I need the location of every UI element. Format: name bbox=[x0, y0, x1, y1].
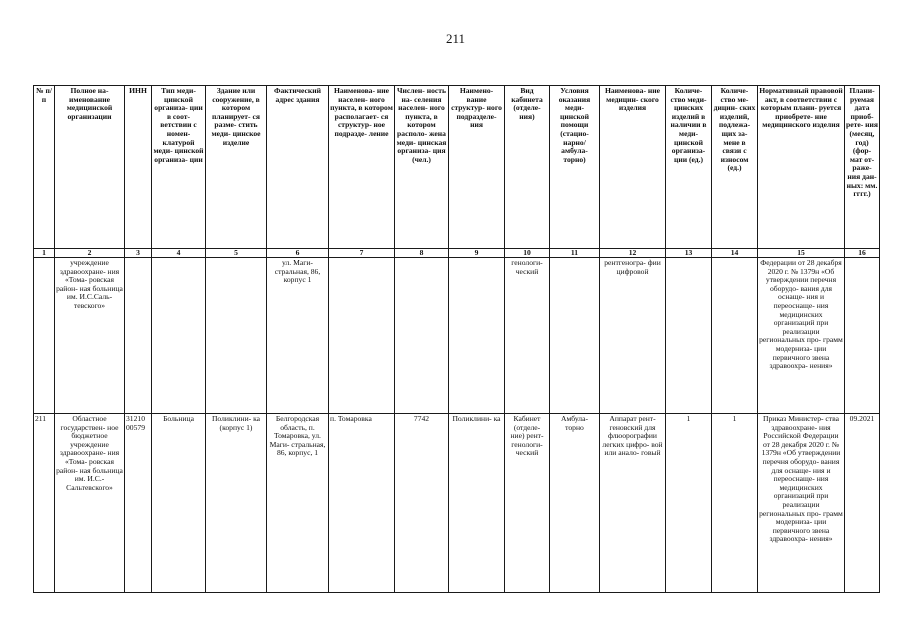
header-cell: Вид кабинета (отделе- ния) bbox=[505, 86, 550, 249]
table-cell: генологи- ческий bbox=[505, 258, 550, 414]
header-cell: Наимено- вание структур- ного подразделе- ния bbox=[449, 86, 505, 249]
column-number: 10 bbox=[505, 249, 550, 258]
table-cell: ул. Маги- стральная, 86, корпус 1 bbox=[267, 258, 329, 414]
page-number: 211 bbox=[445, 31, 466, 46]
table-cell bbox=[666, 258, 712, 414]
table-cell: Кабинет (отделе- ние) рент- генологи- ческий bbox=[505, 414, 550, 593]
header-cell: Количе- ство ме- дицин- ских изделий, подлежа- щих за- мене в связи с износом (ед.) bbox=[712, 86, 758, 249]
table-cell bbox=[329, 258, 395, 414]
table-cell bbox=[152, 258, 206, 414]
header-cell: Здание или сооружение, в котором планирует- ся размe- стить меди- цинское изделие bbox=[206, 86, 267, 249]
column-number: 9 bbox=[449, 249, 505, 258]
table-cell bbox=[845, 258, 880, 414]
table-cell: п. Томаровка bbox=[329, 414, 395, 593]
table-cell: Областное государствен- ное бюджетное учреждение здравоохране- ния «Тома- ровская район- ная больница им. И.С.- Сальтевского» bbox=[55, 414, 125, 593]
table-row bbox=[34, 414, 880, 593]
table-cell: Приказ Министер- ства здравоохране- ния Российской Федерации от 28 декабря 2020 г. № 1379н «Об утверждении перечня оборудо- вания для оснаще- ния и переоснаще- ния медицинских организаций при реализации региональных про- грамм модерниза- ции первичного звена здравоохра- нения» bbox=[758, 414, 845, 593]
header-cell: Тип меди- цинской организа- ции в соот- ветствии с номен- клатурой меди- цинской организа- ции bbox=[152, 86, 206, 249]
column-number: 7 bbox=[329, 249, 395, 258]
table-cell: рентгеногра- фии цифровой bbox=[600, 258, 666, 414]
table-cell: 1 bbox=[712, 414, 758, 593]
table-cell: 31210 00579 bbox=[125, 414, 152, 593]
table-cell: 09.2021 bbox=[845, 414, 880, 593]
header-cell: ИНН bbox=[125, 86, 152, 249]
header-cell: Плани- руемая дата приоб- рете- ния (месяц, год) (фор- мат от- раже- ния дан- ных: мм. гггг.) bbox=[845, 86, 880, 249]
table-cell: учреждение здравоохране- ния «Тома- ровская район- ная больница им. И.С.Саль- тевского» bbox=[55, 258, 125, 414]
column-number: 13 bbox=[666, 249, 712, 258]
table-cell: Амбула- торно bbox=[550, 414, 600, 593]
header-cell: Условия оказания меди- цинской помощи (стацио- нарно/ амбула- торно) bbox=[550, 86, 600, 249]
column-number: 8 bbox=[395, 249, 449, 258]
column-number: 2 bbox=[55, 249, 125, 258]
table-cell: 7742 bbox=[395, 414, 449, 593]
equipment-table bbox=[33, 85, 880, 593]
header-row bbox=[34, 86, 880, 249]
table-cell bbox=[550, 258, 600, 414]
table-cell: 211 bbox=[34, 414, 55, 593]
column-number: 11 bbox=[550, 249, 600, 258]
table-cell: Аппарат рент- геновский для флюорографии легких цифро- вой или анало- говый bbox=[600, 414, 666, 593]
header-cell: Нормативный правовой акт, в соответствии с которым плани- руется приобрете- ние медицинского изделия bbox=[758, 86, 845, 249]
header-cell: № п/п bbox=[34, 86, 55, 249]
column-number: 4 bbox=[152, 249, 206, 258]
header-cell: Количе- ство меди- цинских изделий в наличии в меди- цинской организа- ции (ед.) bbox=[666, 86, 712, 249]
header-cell: Наименова- ние населен- ного пункта, в котором располагает- ся структур- ное подразде- ление bbox=[329, 86, 395, 249]
table-cell: Белгородская область, п. Томаровка, ул. Маги- стральная, 86, корпус, 1 bbox=[267, 414, 329, 593]
header-cell: Полное на- именование медицинской организации bbox=[55, 86, 125, 249]
table-cell: Поликлини- ка (корпус 1) bbox=[206, 414, 267, 593]
table-cell bbox=[712, 258, 758, 414]
column-number: 1 bbox=[34, 249, 55, 258]
column-number: 3 bbox=[125, 249, 152, 258]
table-cell bbox=[395, 258, 449, 414]
column-number: 15 bbox=[758, 249, 845, 258]
header-cell: Числен- ность на- селения населен- ного пункта, в котором располо- жена меди- цинская организа- ция (чел.) bbox=[395, 86, 449, 249]
column-number: 6 bbox=[267, 249, 329, 258]
column-number: 16 bbox=[845, 249, 880, 258]
table-cell: Федерации от 28 декабря 2020 г. № 1379н «Об утверждении перечня оборудо- вания для оснаще- ния и переоснаще- ния медицинских организаций при реализации региональных про- грамм модерниза- ции первичного звена здравоохра- нения» bbox=[758, 258, 845, 414]
table-cell bbox=[125, 258, 152, 414]
table-row bbox=[34, 258, 880, 414]
table-cell bbox=[206, 258, 267, 414]
header-cell: Наименова- ние медицин- ского изделия bbox=[600, 86, 666, 249]
header-cell: Фактический адрес здания bbox=[267, 86, 329, 249]
column-number: 14 bbox=[712, 249, 758, 258]
table-cell: 1 bbox=[666, 414, 712, 593]
column-number-row bbox=[34, 249, 880, 258]
table-cell: Больница bbox=[152, 414, 206, 593]
column-number: 5 bbox=[206, 249, 267, 258]
table-cell bbox=[34, 258, 55, 414]
table-cell bbox=[449, 258, 505, 414]
table-cell: Поликлини- ка bbox=[449, 414, 505, 593]
column-number: 12 bbox=[600, 249, 666, 258]
